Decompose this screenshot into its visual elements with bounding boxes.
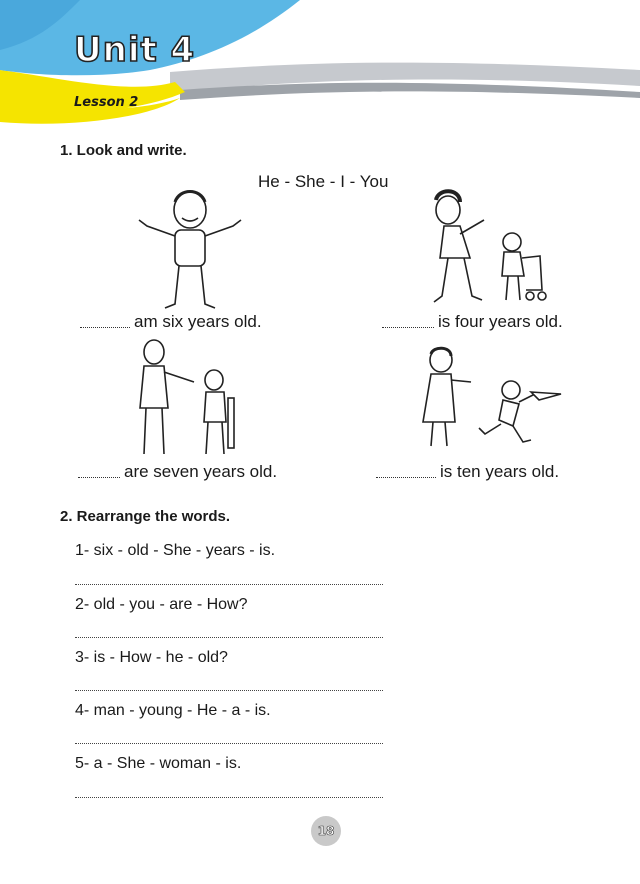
answer-line-2[interactable] xyxy=(75,637,383,638)
answer-line-3[interactable] xyxy=(75,690,383,691)
rearrange-item-5: 5- a - She - woman - is. xyxy=(75,755,242,772)
answer-blank[interactable] xyxy=(80,326,130,328)
answer-blank[interactable] xyxy=(382,326,434,328)
section-2-title: 2. Rearrange the words. xyxy=(60,508,231,525)
sentence-text: is ten years old. xyxy=(440,462,560,481)
page-number: 18 xyxy=(317,824,335,838)
section-1-title: 1. Look and write. xyxy=(60,142,187,159)
answer-line-1[interactable] xyxy=(75,584,383,585)
answer-line-4[interactable] xyxy=(75,743,383,744)
lesson-title: Lesson 2 xyxy=(74,95,139,110)
answer-blank[interactable] xyxy=(78,476,120,478)
boy-illustration xyxy=(135,186,245,312)
unit-banner xyxy=(0,0,640,140)
answer-blank[interactable] xyxy=(376,476,436,478)
woman-running-boy-illustration xyxy=(415,346,565,454)
sentence-text: is four years old. xyxy=(438,312,563,331)
sentence-text: am six years old. xyxy=(134,312,262,331)
sentence-4 xyxy=(376,462,559,482)
man-boy-illustration xyxy=(132,338,240,460)
woman-girl-illustration xyxy=(430,186,550,308)
rearrange-item-2: 2- old - you - are - How? xyxy=(75,596,248,613)
sentence-2 xyxy=(382,312,563,332)
unit-title: Unit 4 xyxy=(74,30,196,70)
sentence-text: are seven years old. xyxy=(124,462,278,481)
pronoun-word-bank: He - She - I - You xyxy=(258,172,389,191)
sentence-3 xyxy=(78,462,277,482)
rearrange-item-4: 4- man - young - He - a - is. xyxy=(75,702,271,719)
rearrange-item-3: 3- is - How - he - old? xyxy=(75,649,228,666)
answer-line-5[interactable] xyxy=(75,797,383,798)
sentence-1 xyxy=(80,312,262,332)
rearrange-item-1: 1- six - old - She - years - is. xyxy=(75,542,276,559)
page-number-badge xyxy=(311,816,341,846)
